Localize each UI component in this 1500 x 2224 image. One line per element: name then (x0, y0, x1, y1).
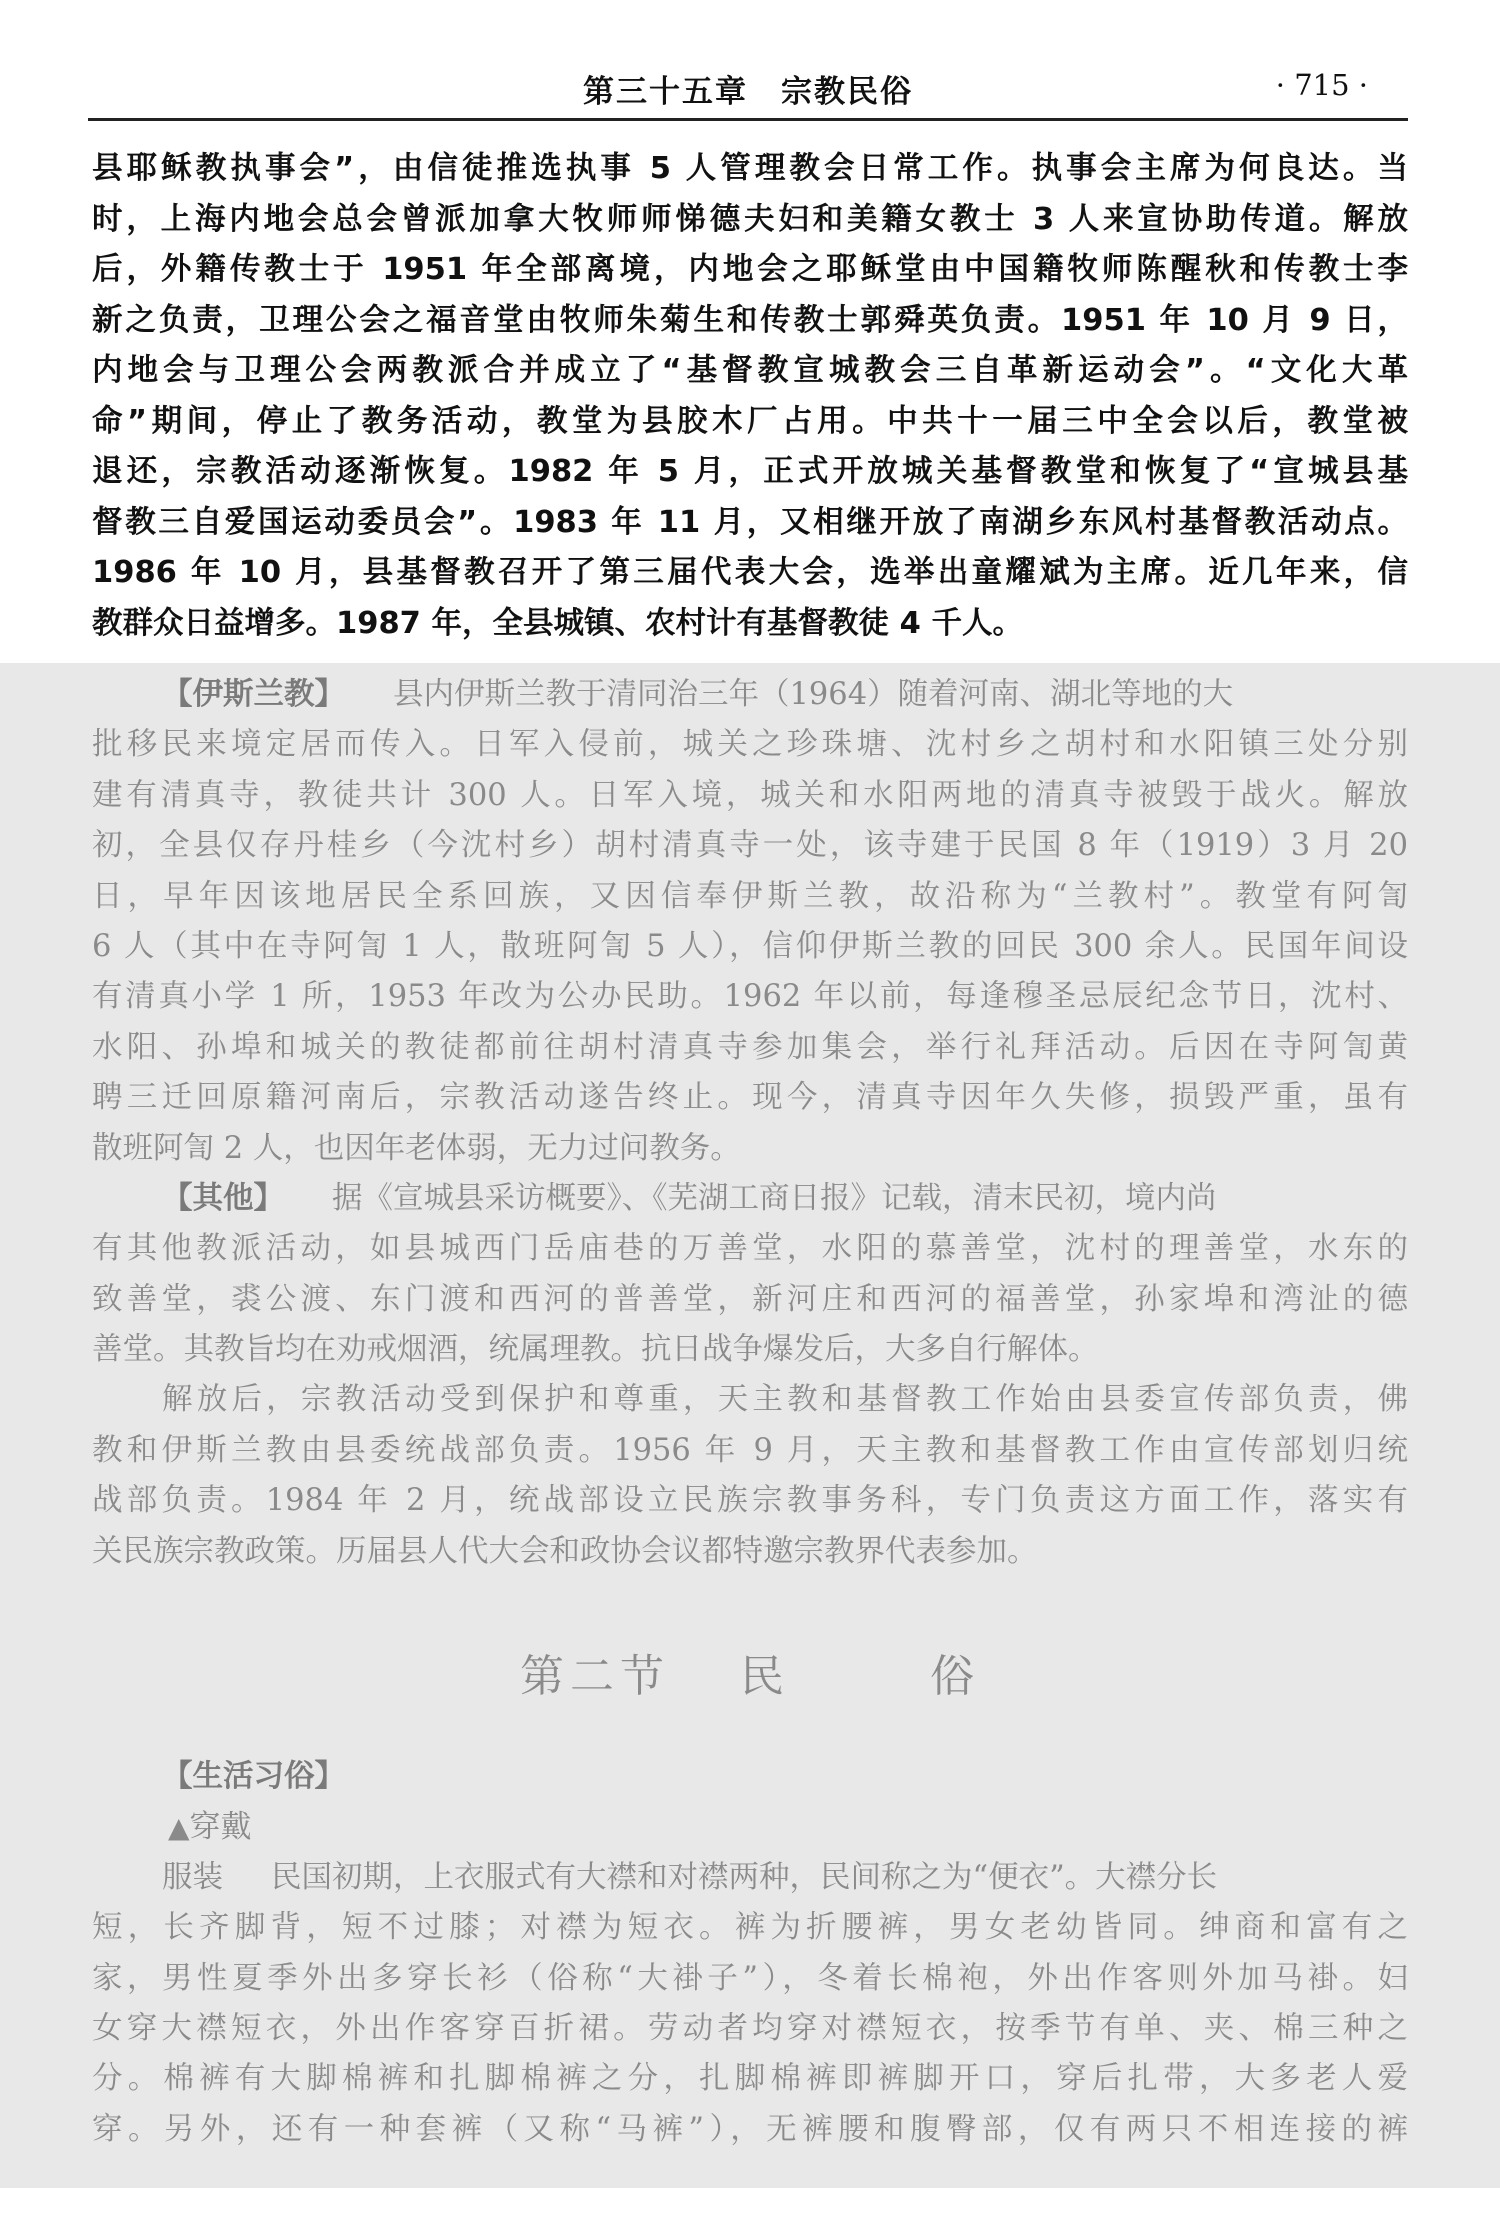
text-line: 分。棉裤有大脚棉裤和扎脚棉裤之分，扎脚棉裤即裤脚开口，穿后扎带，大多老人爱 (92, 2061, 1408, 2097)
text-line: 有其他教派活动，如县城西门岳庙巷的万善堂，水阳的慕善堂，沈村的理善堂，水东的 (92, 1231, 1408, 1267)
life-heading: 【生活习俗】 (162, 1759, 345, 1794)
islam-heading: 【伊斯兰教】 (162, 677, 345, 712)
text-line: 关民族宗教政策。历届县人代大会和政协会议都特邀宗教界代表参加。 (92, 1533, 1038, 1569)
page-number: · 715 · (1275, 68, 1368, 102)
section-title (0, 1640, 1500, 1704)
text-line: 日，早年因该地居民全系回族，又因信奉伊斯兰教，故沿称为“兰教村”。教堂有阿訇 (92, 878, 1408, 914)
text-line: 战部负责。1984 年 2 月，统战部设立民族宗教事务科，专门负责这方面工作，落实有 (92, 1483, 1408, 1519)
text-line: 命”期间，停止了教务活动，教堂为县胶木厂占用。中共十一届三中全会以后，教堂被 (92, 403, 1408, 439)
text-line: 教和伊斯兰教由县委统战部负责。1956 年 9 月，天主教和基督教工作由宣传部划归统 (92, 1432, 1408, 1468)
text-line: 时，上海内地会总会曾派加拿大牧师师悌德夫妇和美籍女教士 3 人来宣协助传道。解放 (92, 201, 1408, 237)
running-title: 第三十五章 宗教民俗 (583, 74, 913, 110)
text-line: 批移民来境定居而传入。日军入侵前，城关之珍珠塘、沈村乡之胡村和水阳镇三处分别 (92, 727, 1408, 763)
text-line: 有清真小学 1 所，1953 年改为公办民助。1962 年以前，每逢穆圣忌辰纪念节日，沈村、 (92, 979, 1408, 1015)
text-line: 教群众日益增多。1987 年，全县城镇、农村计有基督教徒 4 千人。 (92, 605, 1023, 641)
christianity-paragraph (92, 144, 1408, 649)
islam-first-line (92, 670, 1408, 720)
text-line: 6 人（其中在寺阿訇 1 人，散班阿訇 5 人），信仰伊斯兰教的回民 300 余人。民国年间设 (92, 928, 1408, 964)
religion-sections (92, 670, 1408, 1577)
text-line: 督教三自爱国运动委员会”。1983 年 11 月，又相继开放了南湖乡东风村基督教活动点。 (92, 504, 1408, 540)
text-line: 初，全县仅存丹桂乡（今沈村乡）胡村清真寺一处，该寺建于民国 8 年（1919）3 月 20 (92, 828, 1408, 864)
page-header (88, 62, 1408, 121)
text-line: 女穿大襟短衣，外出作客穿百折裙。劳动者均穿对襟短衣，按季节有单、夹、棉三种之 (92, 2010, 1408, 2046)
clothing-subheading (92, 1802, 1408, 1852)
text-line: 新之负责，卫理公会之福音堂由牧师朱菊生和传教士郭舜英负责。1951 年 10 月 9 日， (92, 302, 1408, 338)
section-word-1: 民 (740, 1651, 790, 1702)
text-line: 穿。另外，还有一种套裤（又称“马裤”），无裤腰和腹臀部，仅有两只不相连接的裤 (92, 2111, 1408, 2147)
others-text: 据《宣城县采访概要》、《芜湖工商日报》记载，清末民初，境内尚 (332, 1180, 1217, 1216)
text-line: 致善堂，裘公渡、东门渡和西河的普善堂，新河庄和西河的福善堂，孙家埠和湾沚的德 (92, 1281, 1408, 1317)
triangle-icon: ▲ (168, 1811, 190, 1845)
others-heading: 【其他】 (162, 1180, 284, 1216)
text-line: 水阳、孙埠和城关的教徒都前往胡村清真寺参加集会，举行礼拜活动。后因在寺阿訇黄 (92, 1029, 1408, 1065)
text-line: 后，外籍传教士于 1951 年全部离境，内地会之耶稣堂由中国籍牧师陈醒秋和传教士李 (92, 252, 1408, 287)
life-customs (92, 1752, 1408, 2155)
clothing-first-line (92, 1853, 1408, 1903)
text-line: 建有清真寺，教徒共计 300 人。日军入境，城关和水阳两地的清真寺被毁于战火。解放 (92, 777, 1408, 813)
text-line: 退还，宗教活动逐渐恢复。1982 年 5 月，正式开放城关基督教堂和恢复了“宣城县基 (92, 454, 1408, 489)
section-word-2: 俗 (930, 1651, 980, 1702)
islam-text: 县内伊斯兰教于清同治三年（1964）随着河南、湖北等地的大 (393, 677, 1234, 712)
text-line: 县耶稣教执事会”，由信徒推选执事 5 人管理教会日常工作。执事会主席为何良达。当 (92, 151, 1408, 186)
clothing-text: 民国初期，上衣服式有大襟和对襟两种，民间称之为“便衣”。大襟分长 (271, 1859, 1218, 1895)
section-number: 第二节 (520, 1651, 670, 1702)
clothing-label: 服装 (162, 1859, 223, 1895)
text-line: 解放后，宗教活动受到保护和尊重，天主教和基督教工作始由县委宣传部负责，佛 (162, 1382, 1408, 1418)
text-line: 聘三迁回原籍河南后，宗教活动遂告终止。现今，清真寺因年久失修，损毁严重，虽有 (92, 1080, 1408, 1116)
clothing-subheading-text: 穿戴 (189, 1809, 252, 1846)
text-line: 善堂。其教旨均在劝戒烟酒，统属理教。抗日战争爆发后，大多自行解体。 (92, 1332, 1099, 1368)
text-line: 短，长齐脚背，短不过膝；对襟为短衣。裤为折腰裤，男女老幼皆同。绅商和富有之 (92, 1910, 1408, 1946)
text-line: 散班阿訇 2 人，也因年老体弱，无力过问教务。 (92, 1130, 741, 1166)
others-first-line (92, 1174, 1408, 1224)
text-line: 内地会与卫理公会两教派合并成立了“基督教宣城教会三自革新运动会”。“文化大革 (92, 353, 1408, 388)
text-line: 家，男性夏季外出多穿长衫（俗称“大褂子”），冬着长棉袍，外出作客则外加马褂。妇 (92, 1960, 1408, 1996)
text-line: 1986 年 10 月，县基督教召开了第三届代表大会，选举出童耀斌为主席。近几年来，信 (92, 555, 1408, 590)
